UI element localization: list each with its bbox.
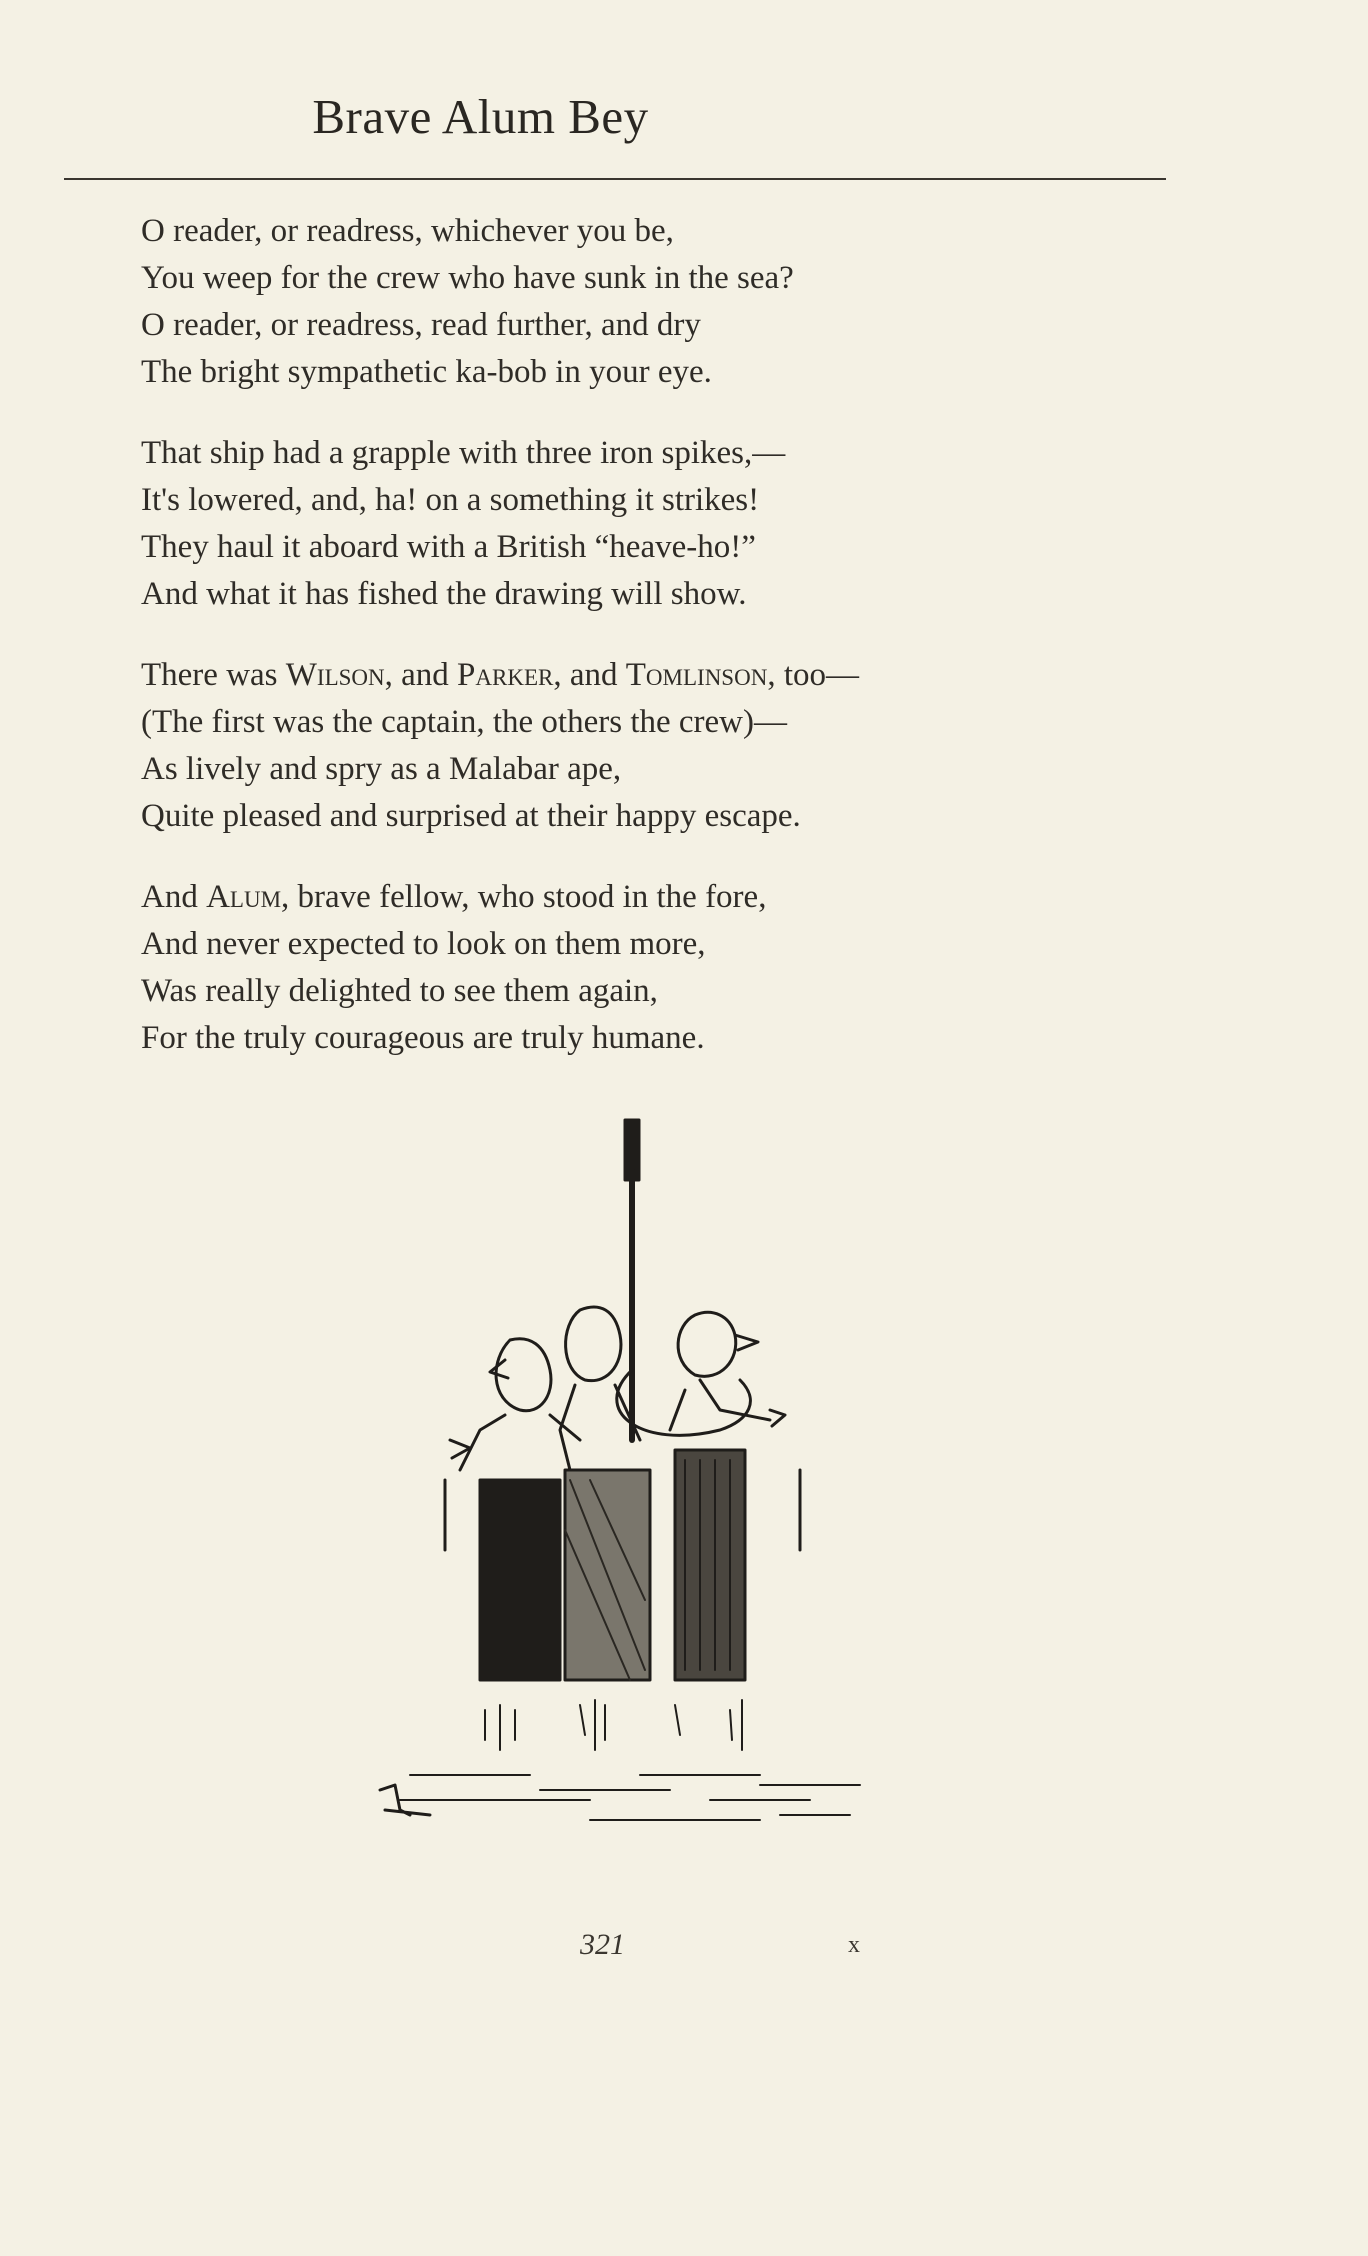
line-text: , and [384, 657, 458, 693]
poem-line: They haul it aboard with a British “heave-ho!” [141, 529, 756, 565]
poem [141, 208, 1121, 1096]
left-sailor-trousers [480, 1480, 560, 1680]
water-drips [485, 1700, 742, 1750]
name-wilson: Wilson [285, 657, 385, 693]
poem-line: The bright sympathetic ka-bob in your eye. [141, 354, 712, 390]
stanza [141, 430, 1121, 618]
name-parker: Parker [457, 657, 554, 693]
right-sailor-head [678, 1312, 736, 1376]
stanza [141, 208, 1121, 396]
line-text: And [141, 879, 207, 915]
poem-line: For the truly courageous are truly humane. [141, 1020, 705, 1056]
middle-sailor-body [560, 1385, 640, 1470]
middle-sailor-head [566, 1307, 621, 1381]
page-number: 321 [580, 1928, 625, 1961]
left-sailor-head [496, 1339, 551, 1411]
name-tomlinson: Tomlinson [625, 657, 768, 693]
three-sailors-on-grapple-illustration [340, 1110, 880, 1830]
line-text: There was [141, 657, 286, 693]
water-surface [400, 1775, 860, 1820]
line-text: , and [553, 657, 626, 693]
title-rule [64, 178, 1166, 180]
stanza [141, 874, 1121, 1062]
poem-line [141, 874, 1121, 921]
poem-line: O reader, or readress, read further, and dry [141, 307, 701, 343]
poem-line: That ship had a grapple with three iron spikes,— [141, 435, 786, 471]
stanza [141, 652, 1121, 840]
name-alum: Alum [206, 879, 282, 915]
poem-line: Was really delighted to see them again, [141, 973, 658, 1009]
poem-line: (The first was the captain, the others the crew)— [141, 704, 787, 740]
poem-line: And never expected to look on them more, [141, 926, 706, 962]
poem-line: O reader, or readress, whichever you be, [141, 213, 674, 249]
poem-line: It's lowered, and, ha! on a something it strikes! [141, 482, 760, 518]
poem-line: You weep for the crew who have sunk in the sea? [141, 260, 794, 296]
poem-line: Quite pleased and surprised at their happy escape. [141, 798, 801, 834]
line-text: , too— [767, 657, 859, 693]
poem-line: And what it has fished the drawing will show. [141, 576, 747, 612]
poem-line [141, 652, 1121, 699]
poem-line: As lively and spry as a Malabar ape, [141, 751, 622, 787]
line-text: , brave fellow, who stood in the fore, [281, 879, 767, 915]
page-title: Brave Alum Bey [312, 89, 649, 144]
right-sailor-body [670, 1380, 770, 1430]
signature-mark: x [848, 1932, 860, 1958]
grapple-hook [617, 1370, 751, 1435]
